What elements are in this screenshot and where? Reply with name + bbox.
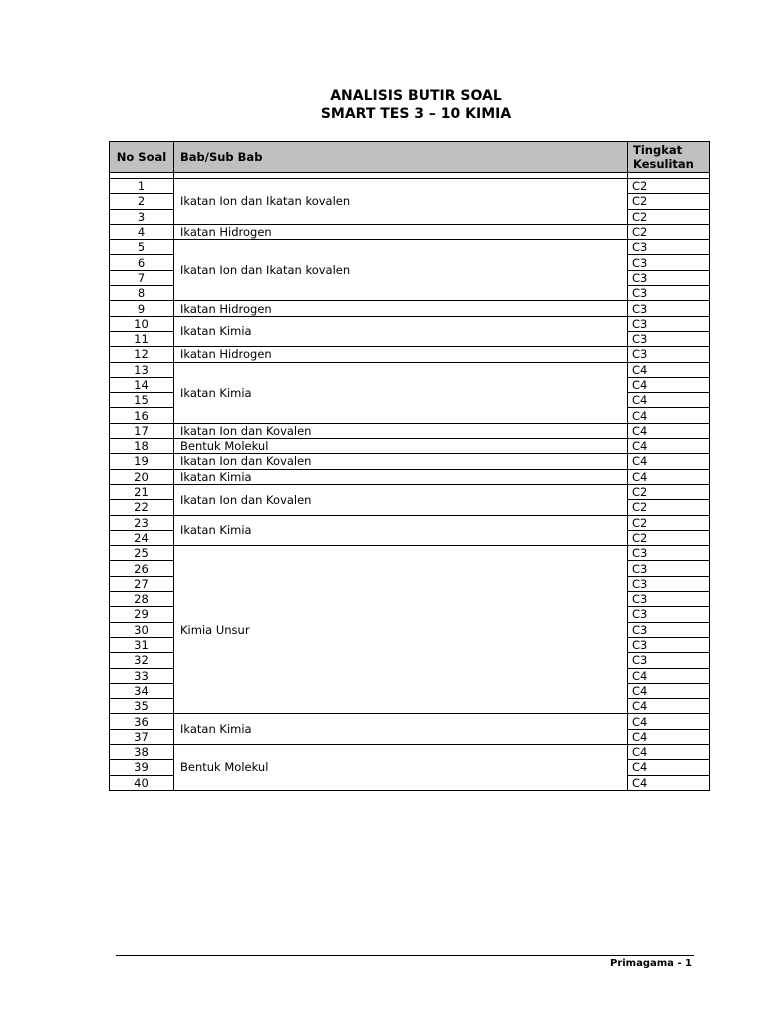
cell-tingkat-kesulitan: C2: [628, 224, 710, 239]
cell-no-soal: 23: [110, 515, 174, 530]
cell-bab-sub-bab: Ikatan Hidrogen: [174, 347, 628, 362]
cell-no-soal: 13: [110, 362, 174, 377]
cell-tingkat-kesulitan: C4: [628, 683, 710, 698]
cell-tingkat-kesulitan: C4: [628, 699, 710, 714]
table-row: [110, 484, 710, 499]
cell-no-soal: 7: [110, 270, 174, 285]
cell-no-soal: 22: [110, 500, 174, 515]
cell-bab-sub-bab: Ikatan Kimia: [174, 316, 628, 347]
table-row: [110, 224, 710, 239]
footer-page-label: Primagama - 1: [609, 958, 692, 969]
cell-tingkat-kesulitan: C3: [628, 347, 710, 362]
cell-bab-sub-bab: Ikatan Hidrogen: [174, 301, 628, 316]
cell-no-soal: 6: [110, 255, 174, 270]
cell-no-soal: 1: [110, 179, 174, 194]
cell-tingkat-kesulitan: C4: [628, 668, 710, 683]
cell-no-soal: 27: [110, 576, 174, 591]
cell-no-soal: 35: [110, 699, 174, 714]
cell-no-soal: 16: [110, 408, 174, 423]
cell-bab-sub-bab: Bentuk Molekul: [174, 439, 628, 454]
cell-bab-sub-bab: Bentuk Molekul: [174, 744, 628, 790]
cell-tingkat-kesulitan: C4: [628, 729, 710, 744]
cell-no-soal: 3: [110, 209, 174, 224]
cell-tingkat-kesulitan: C3: [628, 653, 710, 668]
cell-tingkat-kesulitan: C4: [628, 377, 710, 392]
cell-no-soal: 31: [110, 637, 174, 652]
cell-bab-sub-bab: Ikatan Kimia: [174, 469, 628, 484]
cell-no-soal: 26: [110, 561, 174, 576]
cell-tingkat-kesulitan: C4: [628, 408, 710, 423]
cell-bab-sub-bab: Ikatan Ion dan Kovalen: [174, 484, 628, 515]
cell-bab-sub-bab: Ikatan Kimia: [174, 515, 628, 546]
cell-tingkat-kesulitan: C2: [628, 179, 710, 194]
document-subtitle: SMART TES 3 – 10 KIMIA: [320, 106, 512, 122]
cell-no-soal: 10: [110, 316, 174, 331]
cell-tingkat-kesulitan: C3: [628, 316, 710, 331]
cell-no-soal: 11: [110, 331, 174, 346]
cell-tingkat-kesulitan: C3: [628, 255, 710, 270]
cell-tingkat-kesulitan: C2: [628, 515, 710, 530]
cell-tingkat-kesulitan: C3: [628, 240, 710, 255]
cell-tingkat-kesulitan: C2: [628, 209, 710, 224]
table-row: [110, 362, 710, 377]
cell-no-soal: 32: [110, 653, 174, 668]
cell-no-soal: 15: [110, 393, 174, 408]
cell-no-soal: 40: [110, 775, 174, 790]
cell-no-soal: 5: [110, 240, 174, 255]
cell-tingkat-kesulitan: C4: [628, 454, 710, 469]
table-row: [110, 301, 710, 316]
table-row: [110, 714, 710, 729]
footer-divider: [116, 955, 694, 956]
cell-no-soal: 2: [110, 194, 174, 209]
cell-bab-sub-bab: Ikatan Ion dan Ikatan kovalen: [174, 179, 628, 225]
cell-no-soal: 25: [110, 546, 174, 561]
header-bab-sub-bab: Bab/Sub Bab: [174, 142, 628, 173]
cell-tingkat-kesulitan: C3: [628, 286, 710, 301]
cell-tingkat-kesulitan: C2: [628, 484, 710, 499]
cell-tingkat-kesulitan: C2: [628, 500, 710, 515]
cell-tingkat-kesulitan: C4: [628, 744, 710, 759]
table-row: [110, 546, 710, 561]
cell-tingkat-kesulitan: C3: [628, 270, 710, 285]
table-header-row: [110, 142, 710, 173]
header-no-soal: No Soal: [110, 142, 174, 173]
cell-tingkat-kesulitan: C3: [628, 637, 710, 652]
cell-bab-sub-bab: Ikatan Kimia: [174, 362, 628, 423]
header-tingkat-kesulitan: Tingkat Kesulitan: [628, 142, 710, 173]
cell-no-soal: 36: [110, 714, 174, 729]
cell-tingkat-kesulitan: C3: [628, 622, 710, 637]
table-row: [110, 515, 710, 530]
cell-bab-sub-bab: Kimia Unsur: [174, 546, 628, 714]
cell-no-soal: 18: [110, 439, 174, 454]
cell-no-soal: 19: [110, 454, 174, 469]
cell-tingkat-kesulitan: C4: [628, 439, 710, 454]
cell-no-soal: 38: [110, 744, 174, 759]
table-row: [110, 179, 710, 194]
cell-tingkat-kesulitan: C3: [628, 331, 710, 346]
table-row: [110, 439, 710, 454]
cell-no-soal: 24: [110, 530, 174, 545]
cell-bab-sub-bab: Ikatan Hidrogen: [174, 224, 628, 239]
cell-no-soal: 33: [110, 668, 174, 683]
cell-bab-sub-bab: Ikatan Ion dan Kovalen: [174, 423, 628, 438]
table-body: [110, 179, 710, 791]
table-row: [110, 316, 710, 331]
cell-tingkat-kesulitan: C4: [628, 393, 710, 408]
table-row: [110, 423, 710, 438]
cell-bab-sub-bab: Ikatan Ion dan Kovalen: [174, 454, 628, 469]
cell-no-soal: 37: [110, 729, 174, 744]
cell-no-soal: 4: [110, 224, 174, 239]
cell-no-soal: 8: [110, 286, 174, 301]
cell-tingkat-kesulitan: C2: [628, 530, 710, 545]
table-row: [110, 744, 710, 759]
cell-no-soal: 20: [110, 469, 174, 484]
cell-no-soal: 39: [110, 760, 174, 775]
cell-no-soal: 21: [110, 484, 174, 499]
cell-tingkat-kesulitan: C4: [628, 469, 710, 484]
cell-bab-sub-bab: Ikatan Kimia: [174, 714, 628, 745]
table-row: [110, 454, 710, 469]
cell-tingkat-kesulitan: C4: [628, 714, 710, 729]
cell-no-soal: 30: [110, 622, 174, 637]
cell-tingkat-kesulitan: C4: [628, 775, 710, 790]
cell-tingkat-kesulitan: C3: [628, 546, 710, 561]
cell-no-soal: 28: [110, 592, 174, 607]
cell-tingkat-kesulitan: C4: [628, 423, 710, 438]
cell-no-soal: 17: [110, 423, 174, 438]
document-title: ANALISIS BUTIR SOAL: [330, 88, 502, 104]
cell-tingkat-kesulitan: C4: [628, 760, 710, 775]
cell-tingkat-kesulitan: C3: [628, 576, 710, 591]
analysis-table: [109, 141, 710, 791]
table-row: [110, 240, 710, 255]
cell-tingkat-kesulitan: C2: [628, 194, 710, 209]
cell-no-soal: 12: [110, 347, 174, 362]
cell-no-soal: 14: [110, 377, 174, 392]
cell-tingkat-kesulitan: C3: [628, 561, 710, 576]
cell-no-soal: 34: [110, 683, 174, 698]
cell-tingkat-kesulitan: C3: [628, 301, 710, 316]
cell-no-soal: 9: [110, 301, 174, 316]
cell-tingkat-kesulitan: C3: [628, 592, 710, 607]
cell-tingkat-kesulitan: C3: [628, 607, 710, 622]
table-row: [110, 469, 710, 484]
cell-bab-sub-bab: Ikatan Ion dan Ikatan kovalen: [174, 240, 628, 301]
cell-no-soal: 29: [110, 607, 174, 622]
table-row: [110, 347, 710, 362]
cell-tingkat-kesulitan: C4: [628, 362, 710, 377]
